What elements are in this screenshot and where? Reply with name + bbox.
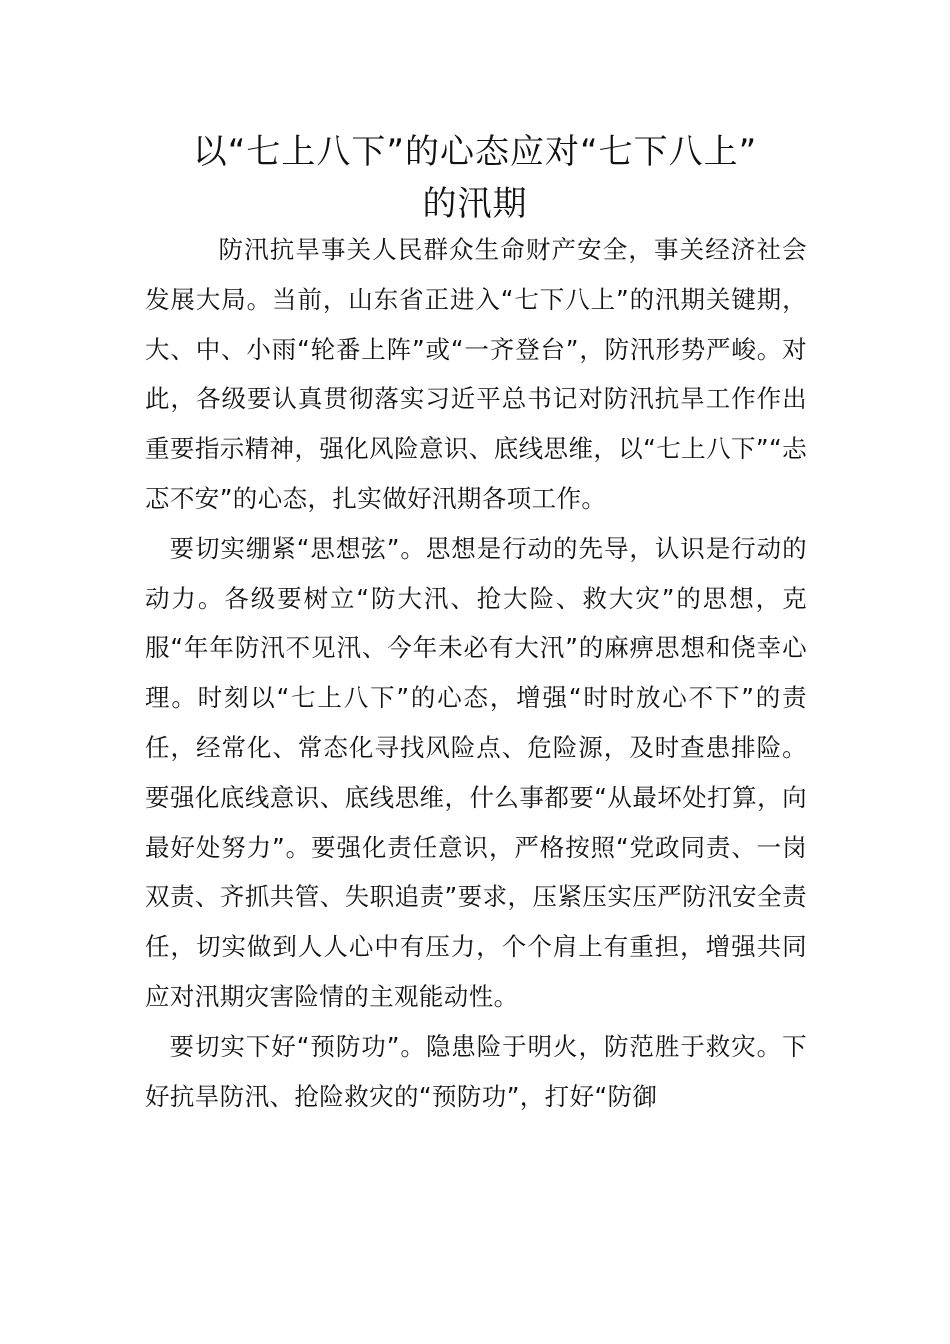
document-body: [145, 225, 807, 1121]
title-line-2: 的汛期: [422, 184, 528, 224]
paragraph-prevention: 要切实下好“预防功”。隐患险于明火，防范胜于救灾。下好抗旱防汛、抢险救灾的“预防功”，打好“防御: [145, 1031, 807, 1111]
paragraph-thinking: 要切实绷紧“思想弦”。思想是行动的先导，认识是行动的动力。各级要树立“防大汛、抢大险、救大灾”的思想，克服“年年防汛不见汛、今年未必有大汛”的麻痹思想和侥幸心理。时刻以“七上八下”的心态，增强“时时放心不下”的责任，经常化、常态化寻找风险点、危险源，及时查患排险。要强化底线意识、底线思维，什么事都要“从最坏处打算，向最好处努力”。要强化责任意识，严格按照“党政同责、一岗双责、齐抓共管、失职追责”要求，压紧压实压严防汛安全责任，切实做到人人心中有压力，个个肩上有重担，增强共同应对汛期灾害险情的主观能动性。: [145, 533, 807, 1011]
document-title: [120, 126, 830, 230]
title-line-1: 以“七上八下”的心态应对“七下八上”: [192, 132, 758, 172]
paragraph-intro: 防汛抗旱事关人民群众生命财产安全，事关经济社会发展大局。当前，山东省正进入“七下八上”的汛期关键期，大、中、小雨“轮番上阵”或“一齐登台”，防汛形势严峻。对此，各级要认真贯彻落实习近平总书记对防汛抗旱工作作出重要指示精神，强化风险意识、底线思维，以“七上八下”“忐忑不安”的心态，扎实做好汛期各项工作。: [145, 235, 807, 513]
